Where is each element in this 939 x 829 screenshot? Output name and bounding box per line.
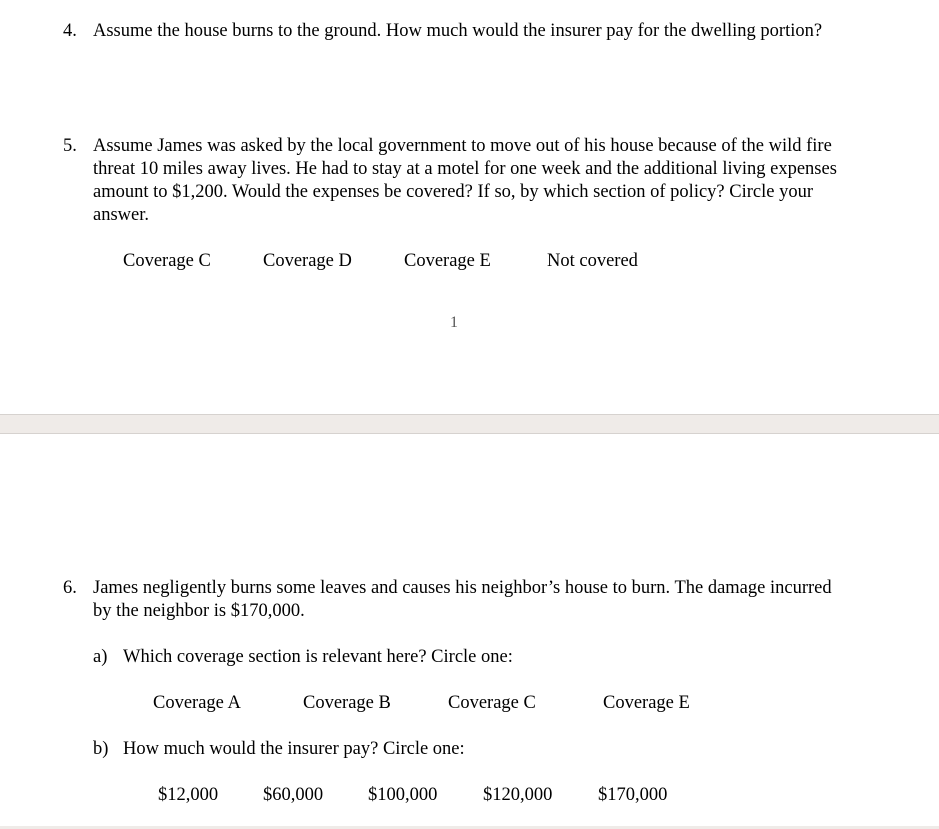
q6a-text: Which coverage section is relevant here? Circle one: [123,647,513,667]
question-5-number: 5. [63,136,77,156]
q6a-label: a) [93,647,108,667]
q6b-option-60000[interactable]: $60,000 [263,785,324,805]
question-4-text: Assume the house burns to the ground. How much would the insurer pay for the dwelling portion? [93,21,823,41]
question-6-number: 6. [63,578,77,598]
question-4-number: 4. [63,21,77,41]
question-6 [0,577,939,627]
q6b-option-170000[interactable]: $170,000 [598,785,668,805]
q6b-label: b) [93,739,109,759]
question-5 [0,135,939,235]
q6b-option-100000[interactable]: $100,000 [368,785,438,805]
document-page-2 [0,434,939,829]
q5-option-coverage-d[interactable]: Coverage D [263,251,352,271]
q6b-option-120000[interactable]: $120,000 [483,785,553,805]
document-page-1 [0,0,939,414]
q5-option-coverage-c[interactable]: Coverage C [123,251,211,271]
page-gap [0,414,939,434]
q5-option-not-covered[interactable]: Not covered [547,251,638,271]
q6a-option-coverage-a[interactable]: Coverage A [153,693,241,713]
question-4 [0,20,939,70]
q5-option-coverage-e[interactable]: Coverage E [404,251,491,271]
q6a-option-coverage-c[interactable]: Coverage C [448,693,536,713]
q6b-text: How much would the insurer pay? Circle one: [123,739,465,759]
q6b-option-12000[interactable]: $12,000 [158,785,219,805]
question-5-text: Assume James was asked by the local government to move out of his house because of the wild fire threat 10 miles away lives. He had to stay at a motel for one week and the additional living expenses amount to $1,200. Would the expenses be covered? If so, by which section of policy? Circle your answer. [93,136,837,225]
q6a-option-coverage-e[interactable]: Coverage E [603,693,690,713]
q6a-option-coverage-b[interactable]: Coverage B [303,693,391,713]
question-6-text: James negligently burns some leaves and causes his neighbor’s house to burn. The damage incurred by the neighbor is $170,000. [93,578,832,621]
page-number: 1 [450,314,458,331]
